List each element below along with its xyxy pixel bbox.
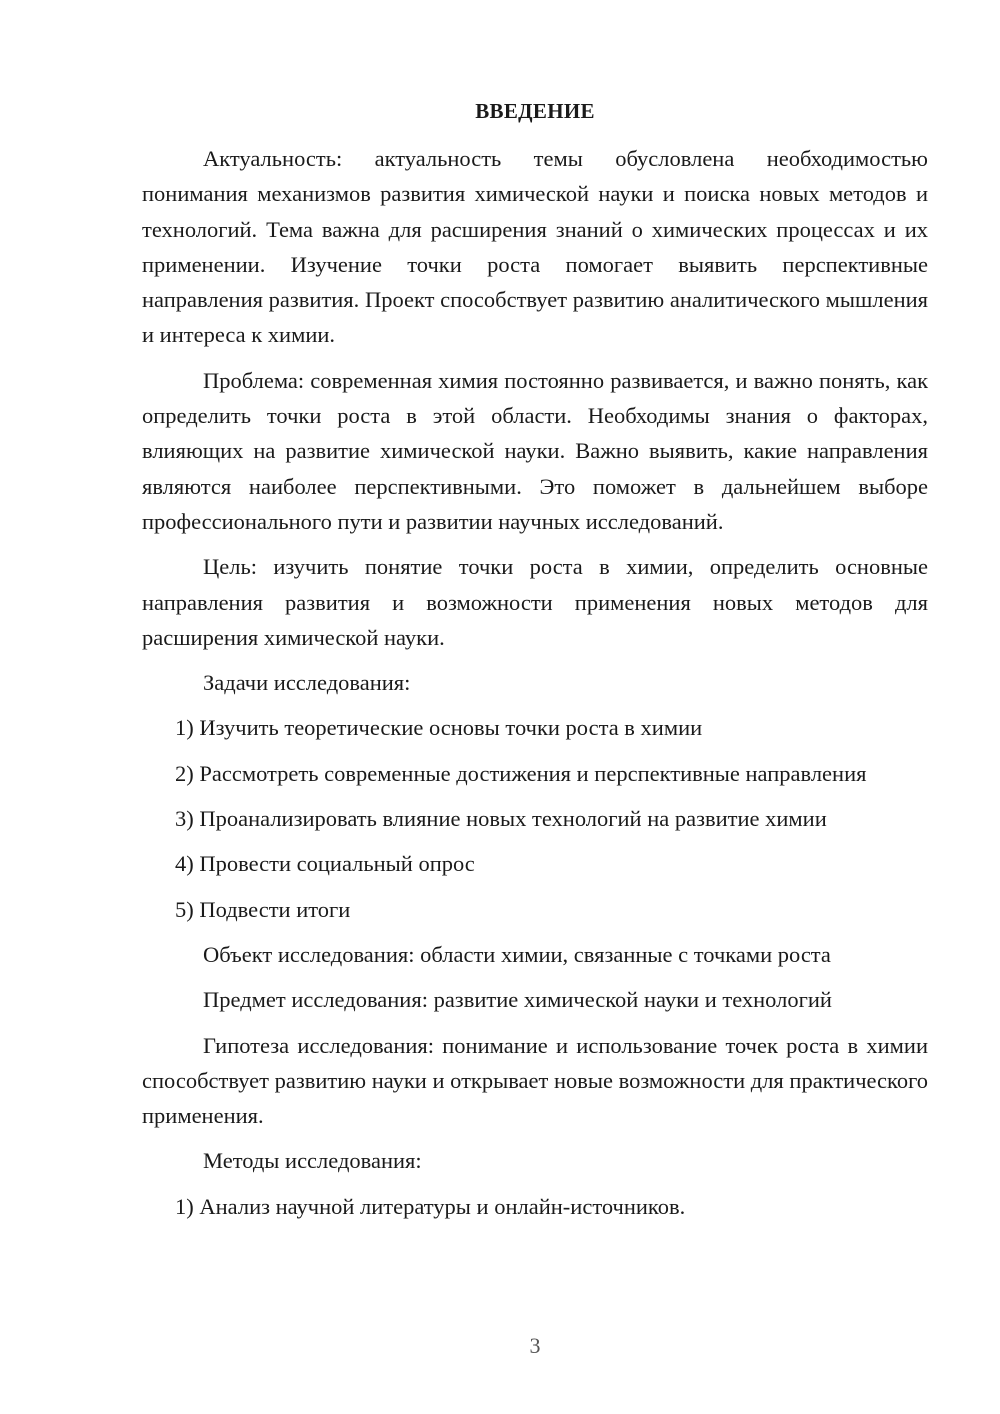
goal-paragraph: Цель: изучить понятие точки роста в химии, определить основные направления развития и возможности применения новых методов для расширения химической науки. [142,554,928,650]
method-item: 1) Анализ научной литературы и онлайн-источников. [175,1193,686,1219]
task-item: 2) Рассмотреть современные достижения и перспективные направления [175,760,867,786]
task-item: 3) Проанализировать влияние новых технологий на развитие химии [175,806,827,832]
hypothesis-paragraph: Гипотеза исследования: понимание и использование точек роста в химии способствует развитию науки и открывает новые возможности для практического применения. [142,1032,928,1129]
section-title: ВВЕДЕНИЕ [475,99,595,123]
task-item: 4) Провести социальный опрос [175,851,475,877]
subject-paragraph: Предмет исследования: развитие химической науки и технологий [203,987,832,1013]
document-body [142,141,928,1234]
problem-paragraph: Проблема: современная химия постоянно развивается, и важно понять, как определить точки роста в этой области. Необходимы знания о факторах, влияющих на развитие химической науки. Важно выявить, какие направления являются наиболее перспективными. Это поможет в дальнейшем выборе профессионального пути и развитии научных исследований. [142,367,928,534]
object-paragraph: Объект исследования: области химии, связанные с точками роста [203,941,831,967]
tasks-heading: Задачи исследования: [203,670,411,696]
task-item: 5) Подвести итоги [175,896,351,922]
methods-heading: Методы исследования: [203,1148,422,1174]
relevance-paragraph: Актуальность: актуальность темы обусловлена необходимостью понимания механизмов развития химической науки и поиска новых методов и технологий. Тема важна для расширения знаний о химических процессах и их применении. Изучение точки роста помогает выявить перспективные направления развития. Проект способствует развитию аналитического мышления и интереса к химии. [142,146,928,348]
page-number: 3 [529,1333,541,1358]
task-item: 1) Изучить теоретические основы точки роста в химии [175,715,703,741]
